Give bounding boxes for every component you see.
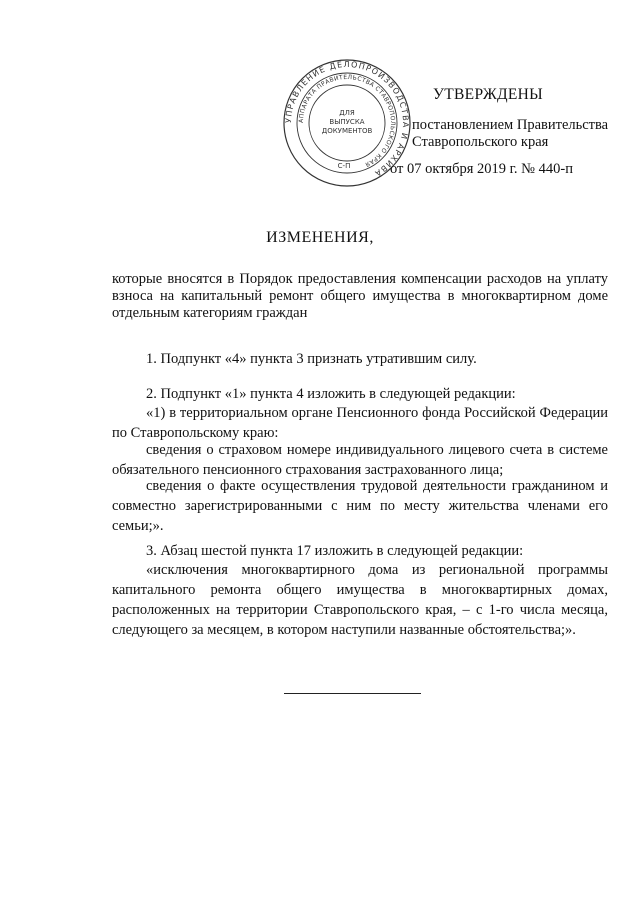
stamp-inner-ring-text: АППАРАТА ПРАВИТЕЛЬСТВА СТАВРОПОЛЬСКОГО КРАЯ: [297, 73, 397, 168]
item-2: 2. Подпункт «1» пункта 4 изложить в следующей редакции:: [146, 386, 516, 402]
stamp-code: С-П: [337, 162, 351, 170]
stamp-center-line-2: ВЫПУСКА: [329, 118, 365, 126]
document-subtitle: которые вносятся в Порядок предоставления компенсации расходов на уплату взноса на капитальный ремонт общего имущества в многоквартирном доме отдельным категориям граждан: [112, 271, 608, 321]
approval-line-3: от 07 октября 2019 г. № 440-п: [390, 161, 573, 177]
approval-line-2: Ставропольского края: [412, 134, 549, 150]
approval-line-1: постановлением Правительства: [412, 117, 609, 133]
document-title: ИЗМЕНЕНИЯ,: [266, 229, 374, 246]
approval-title: УТВЕРЖДЕНЫ: [433, 86, 543, 103]
stamp-center-line-3: ДОКУМЕНТОВ: [321, 127, 373, 135]
stamp-outer-ring-text: УПРАВЛЕНИЕ ДЕЛОПРОИЗВОДСТВА И АРХИВА: [283, 59, 411, 179]
item-2-paragraph-employment: сведения о факте осуществления трудовой деятельности гражданином и совместно зарегистрированными с ним по месту жительства членами его семьи;».: [112, 478, 608, 534]
item-1: 1. Подпункт «4» пункта 3 признать утратившим силу.: [146, 351, 477, 367]
item-3-new-text: «исключения многоквартирного дома из региональной программы капитального ремонта общего имущества в многоквартирных домах, расположенных на территории Ставропольского края, – с 1-го числа месяца, следующего за месяцем, в котором наступили названные обстоятельства;».: [112, 562, 608, 638]
closing-rule: [284, 693, 421, 694]
item-3: 3. Абзац шестой пункта 17 изложить в следующей редакции:: [146, 543, 524, 559]
item-2-subitem-1: «1) в территориальном органе Пенсионного фонда Российской Федерации по Ставропольскому краю:: [112, 405, 608, 441]
item-2-paragraph-snils: сведения о страховом номере индивидуального лицевого счета в системе обязательного пенсионного страхования застрахованного лица;: [112, 442, 608, 478]
stamp-center-line-1: ДЛЯ: [339, 109, 355, 117]
